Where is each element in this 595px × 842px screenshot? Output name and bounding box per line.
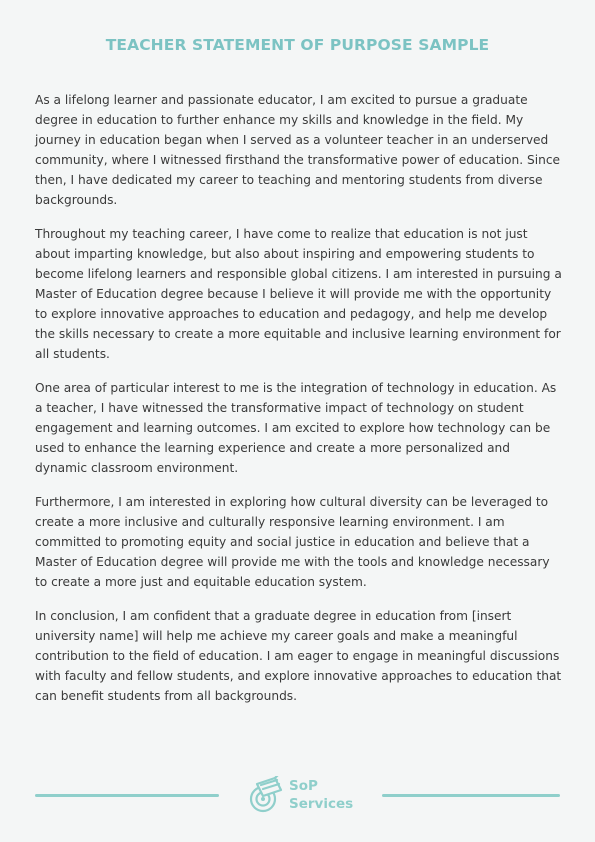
paragraph-1: As a lifelong learner and passionate educator, I am excited to pursue a graduate degree in education to further enhance my skills and knowledge in the field. My journey in education began when I served as a volunteer teacher in an underserved community, where I witnessed firsthand the transformative power of education. Since then, I have dedicated my career to teaching and mentoring students from diverse backgrounds. [35,93,561,207]
sop-services-logo [248,774,358,818]
graduation-cap-icon [248,776,284,814]
paragraph-2: Throughout my teaching career, I have come to realize that education is not just about imparting knowledge, but also about inspiring and empowering students to become lifelong learners and responsible global citizens. I am interested in pursuing a Master of Education degree because I believe it will provide me with the opportunity to explore innovative approaches to education and pedagogy, and help me develop the skills necessary to create a more equitable and inclusive learning environment for all students. [35,227,562,361]
paragraph-5: In conclusion, I am confident that a graduate degree in education from [insert university name] will help me achieve my career goals and make a meaningful contribution to the field of education. I am eager to engage in meaningful discussions with faculty and fellow students, and explore innovative approaches to education that can benefit students from all backgrounds. [35,609,562,703]
paragraph-4: Furthermore, I am interested in exploring how cultural diversity can be leveraged to create a more inclusive and culturally responsive learning environment. I am committed to promoting equity and social justice in education and believe that a Master of Education degree will provide me with the tools and knowledge necessary to create a more just and equitable education system. [35,495,550,589]
document-body [35,90,563,720]
footer-divider-left [35,794,219,797]
logo-line-sop: SoP [289,778,318,794]
document-title: TEACHER STATEMENT OF PURPOSE SAMPLE [105,36,490,54]
logo-line-services: Services [289,796,354,812]
logo-text [289,777,353,813]
footer-divider-right [382,794,560,797]
paragraph-3: One area of particular interest to me is the integration of technology in education. As a teacher, I have witnessed the transformative impact of technology on student engagement and learning outcomes. I am excited to explore how technology can be used to enhance the learning experience and create a more personalized and dynamic classroom environment. [35,381,557,475]
